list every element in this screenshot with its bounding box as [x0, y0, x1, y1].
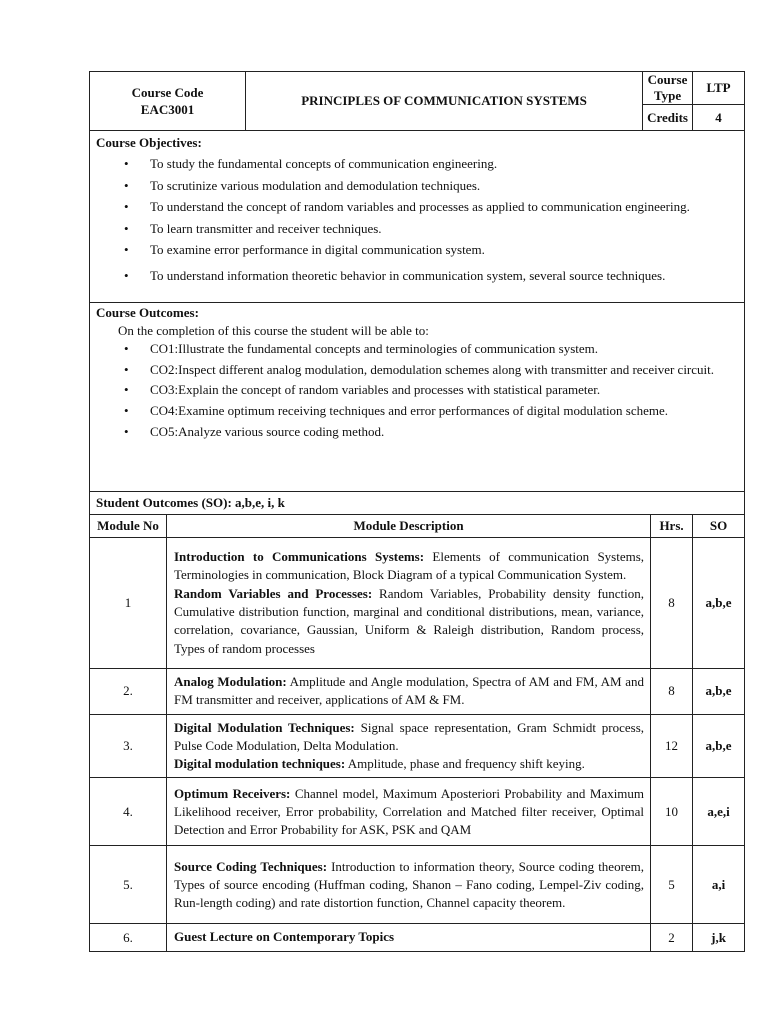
module-row: [90, 669, 745, 715]
outcome-item: • CO3:Explain the concept of random variables and processes with statistical parameter.: [142, 381, 737, 400]
module-description: [167, 669, 651, 715]
outcome-item: • CO4:Examine optimum receiving techniques and error performances of digital modulation scheme.: [142, 402, 737, 421]
module-topic-title: Digital modulation techniques:: [174, 756, 346, 772]
module-topic: [174, 548, 644, 585]
module-description-header: Module Description: [167, 515, 651, 538]
module-topic: [174, 755, 644, 773]
outcome-item: • CO1:Illustrate the fundamental concepts and terminologies of communication system.: [142, 340, 737, 359]
module-number: 1: [90, 538, 167, 669]
credits-label: Credits: [643, 105, 693, 131]
hrs-header: Hrs.: [651, 515, 693, 538]
objective-item: • To examine error performance in digital communication system.: [142, 239, 737, 261]
so-header: SO: [693, 515, 745, 538]
module-so: j,k: [693, 924, 745, 951]
module-topic: [174, 585, 644, 658]
course-outcomes-section: [90, 303, 745, 492]
module-so: a,b,e: [693, 714, 745, 778]
outcome-item: • CO2:Inspect different analog modulation, demodulation schemes along with transmitter and receiver circuit.: [142, 361, 737, 380]
module-hours: 5: [651, 846, 693, 924]
course-table: [89, 71, 745, 952]
module-topic-title: Optimum Receivers:: [174, 785, 291, 801]
module-hours: 12: [651, 714, 693, 778]
course-code-label: Course Code: [131, 85, 204, 100]
outcomes-title: Course Outcomes:: [96, 305, 199, 320]
objective-item: • To understand information theoretic behavior in communication system, several source techniques.: [142, 265, 737, 287]
objective-item: • To study the fundamental concepts of communication engineering.: [142, 153, 737, 175]
objective-item: • To learn transmitter and receiver techniques.: [142, 218, 737, 240]
module-topic-text: Channel model, Maximum Aposteriori Probability and Maximum Likelihood receiver, Error probability, Correlation and Matched filter receiver, Optimal Detection and Error Probability for ASK, PSK and QAM: [174, 785, 645, 838]
module-topic-text: Introduction to information theory, Source coding theorem, Types of source encoding (Huffman coding, Shanon – Fano coding, Lempel-Ziv coding, Run-length coding) and rate distortion function, Channel capacity theorem.: [174, 858, 645, 911]
module-topic-text: Amplitude and Angle modulation, Spectra of AM and FM, AM and FM transmitter and receiver, applications of AM & FM.: [174, 674, 645, 708]
module-row: [90, 778, 745, 846]
course-type-label: Course Type: [643, 72, 693, 105]
module-topic-title: Guest Lecture on Contemporary Topics: [174, 929, 395, 945]
module-description: [167, 714, 651, 778]
module-topic: [174, 928, 644, 946]
course-document: [89, 71, 744, 952]
module-hours: 2: [651, 924, 693, 951]
course-code-cell: [90, 72, 246, 131]
module-row: [90, 846, 745, 924]
objective-item: • To scrutinize various modulation and demodulation techniques.: [142, 175, 737, 197]
ltp-label: LTP: [693, 72, 745, 105]
module-topic-text: Amplitude, phase and frequency shift keying.: [345, 756, 585, 772]
objectives-title: Course Objectives:: [96, 135, 202, 150]
objective-item: • To understand the concept of random variables and processes as applied to communication engineering.: [142, 196, 737, 218]
module-so: a,b,e: [693, 538, 745, 669]
student-outcomes: Student Outcomes (SO): a,b,e, i, k: [90, 492, 745, 515]
module-topic: [174, 719, 644, 756]
module-row: [90, 714, 745, 778]
module-topic-title: Random Variables and Processes:: [174, 585, 373, 601]
module-topic: [174, 858, 644, 913]
module-topic-title: Digital Modulation Techniques:: [174, 719, 355, 735]
module-hours: 8: [651, 538, 693, 669]
outcomes-list: [96, 340, 737, 442]
module-description: [167, 924, 651, 951]
module-number: 2.: [90, 669, 167, 715]
outcome-item: • CO5:Analyze various source coding method.: [142, 423, 737, 442]
module-description: [167, 846, 651, 924]
objectives-list: [96, 153, 737, 286]
module-rows: [90, 538, 745, 952]
module-description: [167, 538, 651, 669]
outcomes-intro: On the completion of this course the student will be able to:: [118, 323, 429, 338]
module-so: a,b,e: [693, 669, 745, 715]
module-number: 5.: [90, 846, 167, 924]
module-row: [90, 924, 745, 951]
module-number: 4.: [90, 778, 167, 846]
module-hours: 8: [651, 669, 693, 715]
module-topic-text: Elements of communication Systems, Terminologies in communication, Block Diagram of a typical Communication System.: [174, 549, 645, 583]
module-topic: [174, 673, 644, 710]
module-number: 3.: [90, 714, 167, 778]
course-title: PRINCIPLES OF COMMUNICATION SYSTEMS: [246, 72, 643, 131]
module-number: 6.: [90, 924, 167, 951]
module-topic-text: Random Variables, Probability density function, Cumulative distribution function, marginal and conditional distributions, mean, variance, correlation, covariance, Gaussian, Uniform & Raleigh distribution, Random process, Types of random processes: [174, 585, 645, 656]
module-topic: [174, 785, 644, 840]
module-so: a,i: [693, 846, 745, 924]
course-code: EAC3001: [140, 102, 195, 117]
module-topic-title: Introduction to Communications Systems:: [174, 549, 425, 565]
credits-value: 4: [693, 105, 745, 131]
module-topic-title: Analog Modulation:: [174, 674, 287, 689]
module-so: a,e,i: [693, 778, 745, 846]
course-objectives-section: [90, 131, 745, 303]
module-topic-title: Source Coding Techniques:: [174, 858, 328, 874]
module-hours: 10: [651, 778, 693, 846]
module-no-header: Module No: [90, 515, 167, 538]
module-row: [90, 538, 745, 669]
module-description: [167, 778, 651, 846]
module-topic-text: Signal space representation, Gram Schmidt process, Pulse Code Modulation, Delta Modulation.: [174, 719, 645, 753]
